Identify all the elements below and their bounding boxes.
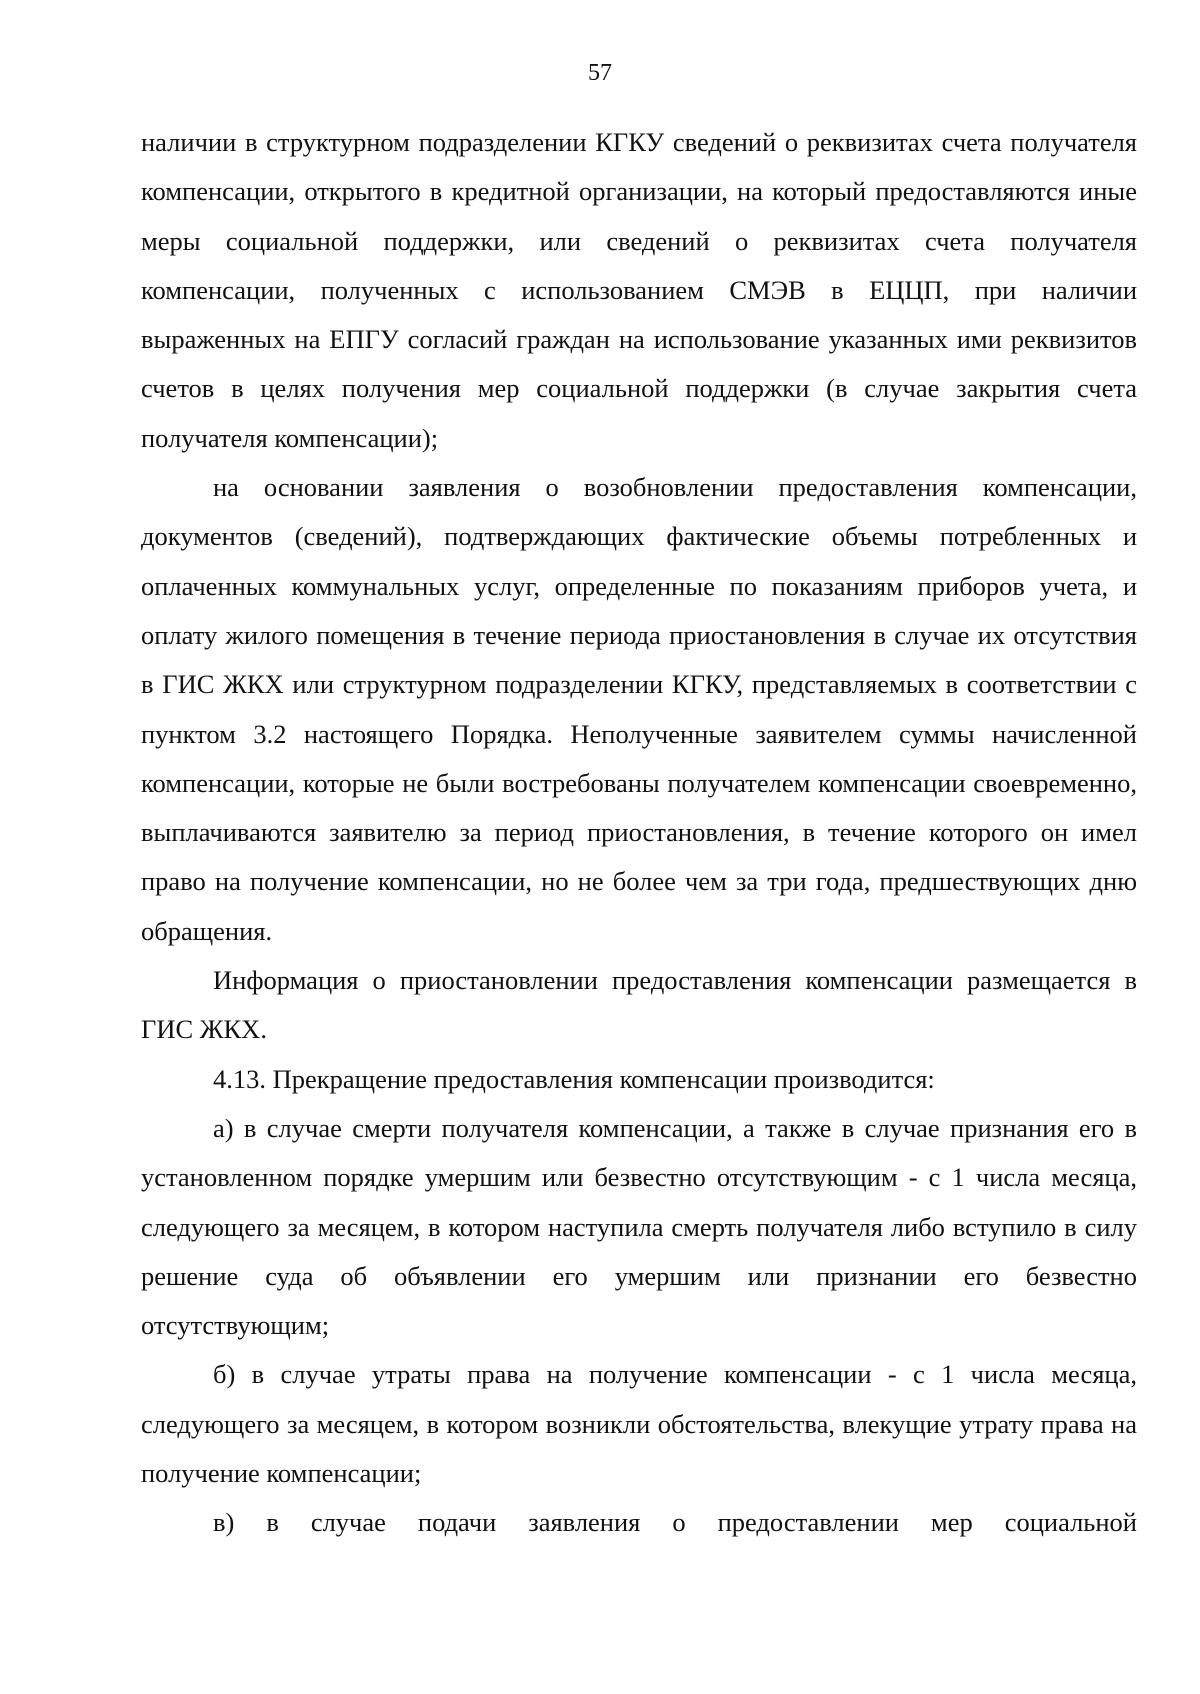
paragraph-resumption-application: на основании заявления о возобновлении предоставления компенсации, документов (сведений), подтверждающих фактические объемы потребленных и оплаченных коммунальных услуг, определенные по показаниям приборов учета, и оплату жилого помещения в течение периода приостановления в случае их отсутствия в ГИС ЖКХ или структурном подразделении КГКУ, представляемых в соответствии с пунктом 3.2 настоящего Порядка. Неполученные заявителем суммы начисленной компенсации, которые не были востребованы получателем компенсации своевременно, выплачиваются заявителю за период приостановления, в течение которого он имел право на получение компенсации, но не более чем за три года, предшествующих дню обращения. <box>141 472 1137 946</box>
paragraph-suspension-information: Информация о приостановлении предоставления компенсации размещается в ГИС ЖКХ. <box>141 965 1137 1045</box>
paragraph-item-c: в) в случае подачи заявления о предоставлении мер социальной <box>213 1507 1137 1538</box>
paragraph-bank-details: наличии в структурном подразделении КГКУ сведений о реквизитах счета получателя компенсации, открытого в кредитной организации, на который предоставляются иные меры социальной поддержки, или сведений о реквизитах счета получателя компенсации, полученных с использованием СМЭВ в ЕЦЦП, при наличии выраженных на ЕПГУ согласий граждан на использование указанных ими реквизитов счетов в целях получения мер социальной поддержки (в случае закрытия счета получателя компенсации); <box>141 127 1137 453</box>
page-number: 57 <box>588 60 612 86</box>
document-body <box>141 118 1137 1548</box>
paragraph-item-a: а) в случае смерти получателя компенсации, а также в случае признания его в установленном порядке умершим или безвестно отсутствующим - с 1 числа месяца, следующего за месяцем, в котором наступила смерть получателя либо вступило в силу решение суда об объявлении его умершим или признании его безвестно отсутствующим; <box>141 1112 1137 1341</box>
paragraph-section-4-13: 4.13. Прекращение предоставления компенсации производится: <box>213 1063 935 1094</box>
paragraph-item-b: б) в случае утраты права на получение компенсации - с 1 числа месяца, следующего за месяцем, в котором возникли обстоятельства, влекущие утрату права на получение компенсации; <box>141 1359 1137 1489</box>
